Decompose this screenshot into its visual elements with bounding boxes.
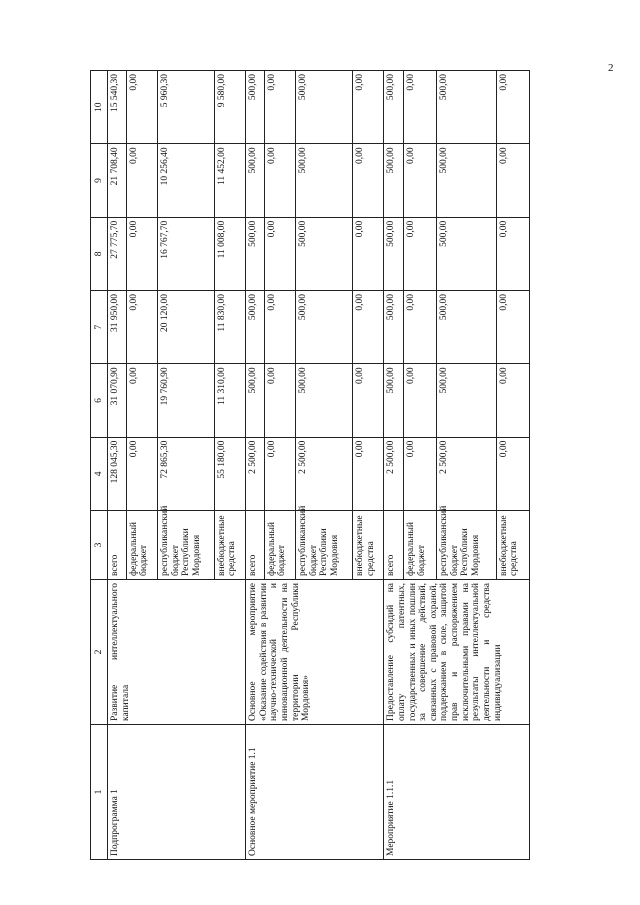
amount-cell: 72 865,30: [158, 437, 215, 510]
amount-cell: 500,00: [384, 291, 404, 364]
amount-cell: 0,00: [352, 144, 383, 217]
funding-source-cell: внебюджетные средства: [496, 511, 529, 580]
amount-cell: 0,00: [403, 144, 436, 217]
column-number-cell: 1: [91, 725, 108, 860]
program-name-cell: Предоставление субсидий на оплату патентных, государственных и иных пошлин за совершение действий, связанных с правовой охраной, поддержанием в силе, защитой прав и распоряжением исключительными правами на результаты интеллектуальной деятельности и средства индивидуализации: [384, 580, 530, 725]
amount-cell: 2 500,00: [437, 437, 497, 510]
amount-cell: 55 180,00: [214, 437, 245, 510]
amount-cell: 128 045,30: [108, 437, 127, 510]
program-name-cell: Основное мероприятие «Оказание содействия в развитии научно-технической и инновационной деятельности на территории Республики Мордовия»: [246, 580, 384, 725]
budget-table: [90, 70, 530, 860]
amount-cell: 500,00: [437, 291, 497, 364]
program-level-cell: Мероприятие 1.1.1: [384, 725, 530, 860]
table-row: [384, 71, 404, 860]
column-number-cell: 9: [91, 144, 108, 217]
table-row: [246, 71, 265, 860]
page-number: 2: [608, 62, 614, 74]
funding-source-cell: федеральный бюджет: [264, 511, 295, 580]
amount-cell: 0,00: [403, 364, 436, 437]
funding-source-cell: всего: [384, 511, 404, 580]
amount-cell: 15 540,30: [108, 71, 127, 144]
amount-cell: 0,00: [352, 71, 383, 144]
amount-cell: 500,00: [437, 71, 497, 144]
amount-cell: 500,00: [246, 291, 265, 364]
amount-cell: 500,00: [296, 71, 353, 144]
amount-cell: 0,00: [352, 364, 383, 437]
amount-cell: 11 452,00: [214, 144, 245, 217]
amount-cell: 0,00: [496, 291, 529, 364]
amount-cell: 2 500,00: [296, 437, 353, 510]
amount-cell: 5 960,30: [158, 71, 215, 144]
amount-cell: 19 760,90: [158, 364, 215, 437]
column-number-cell: 10: [91, 71, 108, 144]
amount-cell: 500,00: [246, 217, 265, 290]
amount-cell: 0,00: [496, 144, 529, 217]
amount-cell: 0,00: [264, 291, 295, 364]
funding-source-cell: внебюджетные средства: [352, 511, 383, 580]
amount-cell: 0,00: [352, 437, 383, 510]
amount-cell: 16 767,70: [158, 217, 215, 290]
amount-cell: 0,00: [126, 437, 157, 510]
amount-cell: 500,00: [246, 144, 265, 217]
amount-cell: 0,00: [403, 217, 436, 290]
amount-cell: 0,00: [126, 144, 157, 217]
column-number-row: [91, 71, 108, 860]
amount-cell: 500,00: [296, 364, 353, 437]
program-level-cell: Основное мероприятие 1.1: [246, 725, 384, 860]
amount-cell: 0,00: [264, 364, 295, 437]
amount-cell: 0,00: [496, 364, 529, 437]
amount-cell: 0,00: [403, 291, 436, 364]
funding-source-cell: федеральный бюджет: [126, 511, 157, 580]
amount-cell: 0,00: [126, 364, 157, 437]
amount-cell: 0,00: [126, 291, 157, 364]
funding-source-cell: федеральный бюджет: [403, 511, 436, 580]
amount-cell: 9 580,00: [214, 71, 245, 144]
funding-source-cell: всего: [108, 511, 127, 580]
column-number-cell: 7: [91, 291, 108, 364]
amount-cell: 0,00: [403, 71, 436, 144]
amount-cell: 500,00: [384, 364, 404, 437]
amount-cell: 0,00: [126, 71, 157, 144]
amount-cell: 0,00: [403, 437, 436, 510]
column-number-cell: 6: [91, 364, 108, 437]
amount-cell: 0,00: [352, 217, 383, 290]
amount-cell: 31 950,00: [108, 291, 127, 364]
amount-cell: 10 256,40: [158, 144, 215, 217]
amount-cell: 31 070,90: [108, 364, 127, 437]
amount-cell: 11 310,00: [214, 364, 245, 437]
amount-cell: 27 775,70: [108, 217, 127, 290]
amount-cell: 0,00: [264, 144, 295, 217]
amount-cell: 2 500,00: [384, 437, 404, 510]
amount-cell: 500,00: [437, 144, 497, 217]
funding-source-cell: республиканский бюджет Республики Мордовия: [296, 511, 353, 580]
funding-source-cell: внебюджетные средства: [214, 511, 245, 580]
amount-cell: 500,00: [384, 71, 404, 144]
amount-cell: 11 830,00: [214, 291, 245, 364]
funding-source-cell: республиканский бюджет Республики Мордовия: [437, 511, 497, 580]
amount-cell: 11 008,00: [214, 217, 245, 290]
rotated-table-container: [90, 70, 530, 860]
amount-cell: 500,00: [296, 291, 353, 364]
amount-cell: 0,00: [496, 71, 529, 144]
amount-cell: 500,00: [384, 144, 404, 217]
table-row: [108, 71, 127, 860]
amount-cell: 0,00: [126, 217, 157, 290]
amount-cell: 500,00: [246, 71, 265, 144]
amount-cell: 0,00: [352, 291, 383, 364]
amount-cell: 500,00: [296, 217, 353, 290]
amount-cell: 0,00: [264, 217, 295, 290]
amount-cell: 0,00: [264, 437, 295, 510]
amount-cell: 500,00: [437, 217, 497, 290]
amount-cell: 500,00: [246, 364, 265, 437]
column-number-cell: 3: [91, 511, 108, 580]
column-number-cell: 2: [91, 580, 108, 725]
funding-source-cell: республиканский бюджет Республики Мордовия: [158, 511, 215, 580]
amount-cell: 0,00: [496, 217, 529, 290]
funding-source-cell: всего: [246, 511, 265, 580]
amount-cell: 500,00: [384, 217, 404, 290]
program-level-cell: Подпрограмма 1: [108, 725, 246, 860]
amount-cell: 20 120,00: [158, 291, 215, 364]
amount-cell: 500,00: [296, 144, 353, 217]
amount-cell: 500,00: [437, 364, 497, 437]
amount-cell: 21 708,40: [108, 144, 127, 217]
program-name-cell: Развитие интеллектуального капитала: [108, 580, 246, 725]
column-number-cell: 8: [91, 217, 108, 290]
column-number-cell: 4: [91, 437, 108, 510]
amount-cell: 2 500,00: [246, 437, 265, 510]
amount-cell: 0,00: [496, 437, 529, 510]
amount-cell: 0,00: [264, 71, 295, 144]
